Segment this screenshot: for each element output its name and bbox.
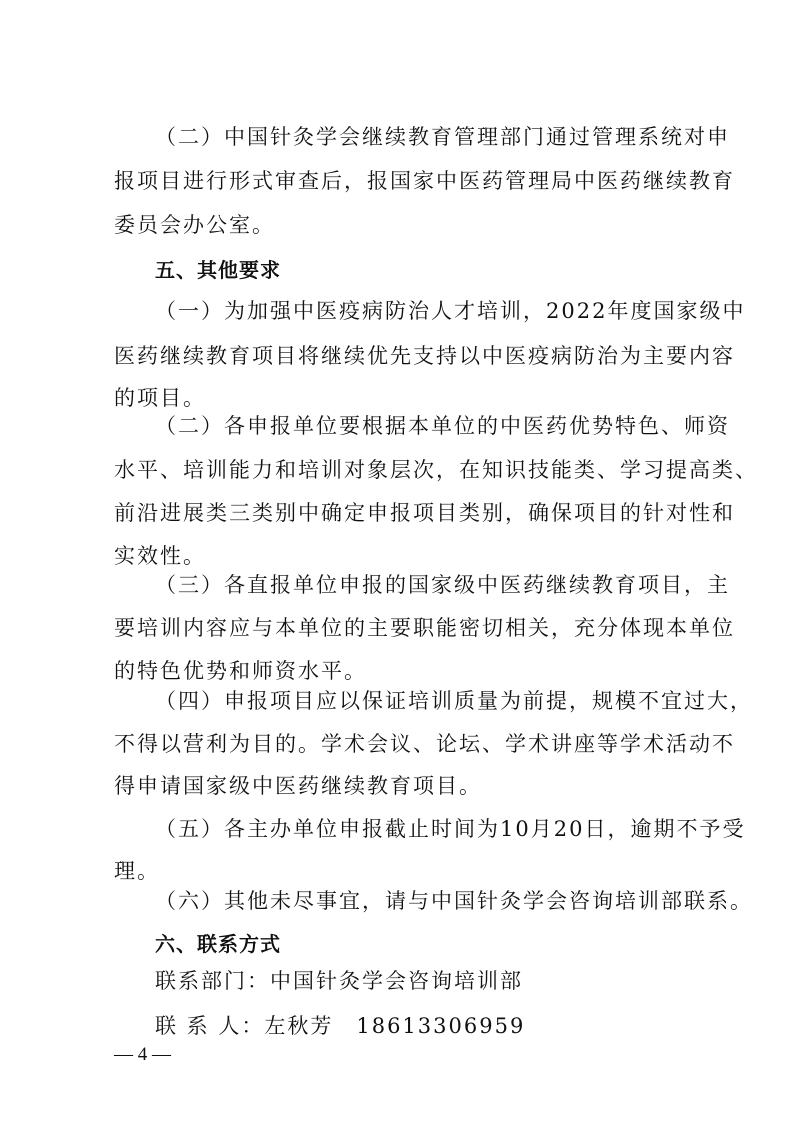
paragraph-line: 的项目。 [114, 386, 206, 410]
paragraph-line: （二）中国针灸学会继续教育管理部门通过管理系统对申 [155, 125, 730, 149]
paragraph-line: （六）其他未尽事宜，请与中国针灸学会咨询培训部联系。 [155, 889, 753, 913]
paragraph-line: 报项目进行形式审查后，报国家中医药管理局中医药继续教育 [114, 169, 735, 193]
paragraph-line: （四）申报项目应以保证培训质量为前提，规模不宜过大， [155, 689, 753, 713]
paragraph-line: 的特色优势和师资水平。 [114, 659, 367, 683]
section-heading: 六、联系方式 [155, 932, 281, 956]
paragraph-line: 得申请国家级中医药继续教育项目。 [114, 774, 482, 798]
section-heading: 五、其他要求 [155, 258, 281, 282]
paragraph-line: 要培训内容应与本单位的主要职能密切相关，充分体现本单位 [114, 616, 735, 640]
paragraph-line: 理。 [114, 859, 160, 883]
paragraph-line: 实效性。 [114, 544, 206, 568]
paragraph-line: （三）各直报单位申报的国家级中医药继续教育项目，主 [155, 573, 730, 597]
paragraph-line: 不得以营利为目的。学术会议、论坛、学术讲座等学术活动不 [114, 732, 735, 756]
paragraph-line: （二）各申报单位要根据本单位的中医药优势特色、师资 [155, 414, 730, 438]
page-number: — 4 — [114, 1044, 171, 1065]
paragraph-line: 水平、培训能力和培训对象层次，在知识技能类、学习提高类、 [114, 458, 758, 482]
paragraph-line: 委员会办公室。 [114, 213, 275, 237]
paragraph-line: 前沿进展类三类别中确定申报项目类别，确保项目的针对性和 [114, 501, 735, 525]
paragraph-line: （一）为加强中医疫病防治人才培训，2022年度国家级中 [155, 299, 746, 323]
paragraph-line: （五）各主办单位申报截止时间为10月20日，逾期不予受 [155, 817, 746, 841]
contact-person: 联 系 人：左秋芳 18613306959 [155, 1014, 526, 1038]
contact-department: 联系部门：中国针灸学会咨询培训部 [155, 969, 523, 993]
paragraph-line: 医药继续教育项目将继续优先支持以中医疫病防治为主要内容 [114, 344, 735, 368]
